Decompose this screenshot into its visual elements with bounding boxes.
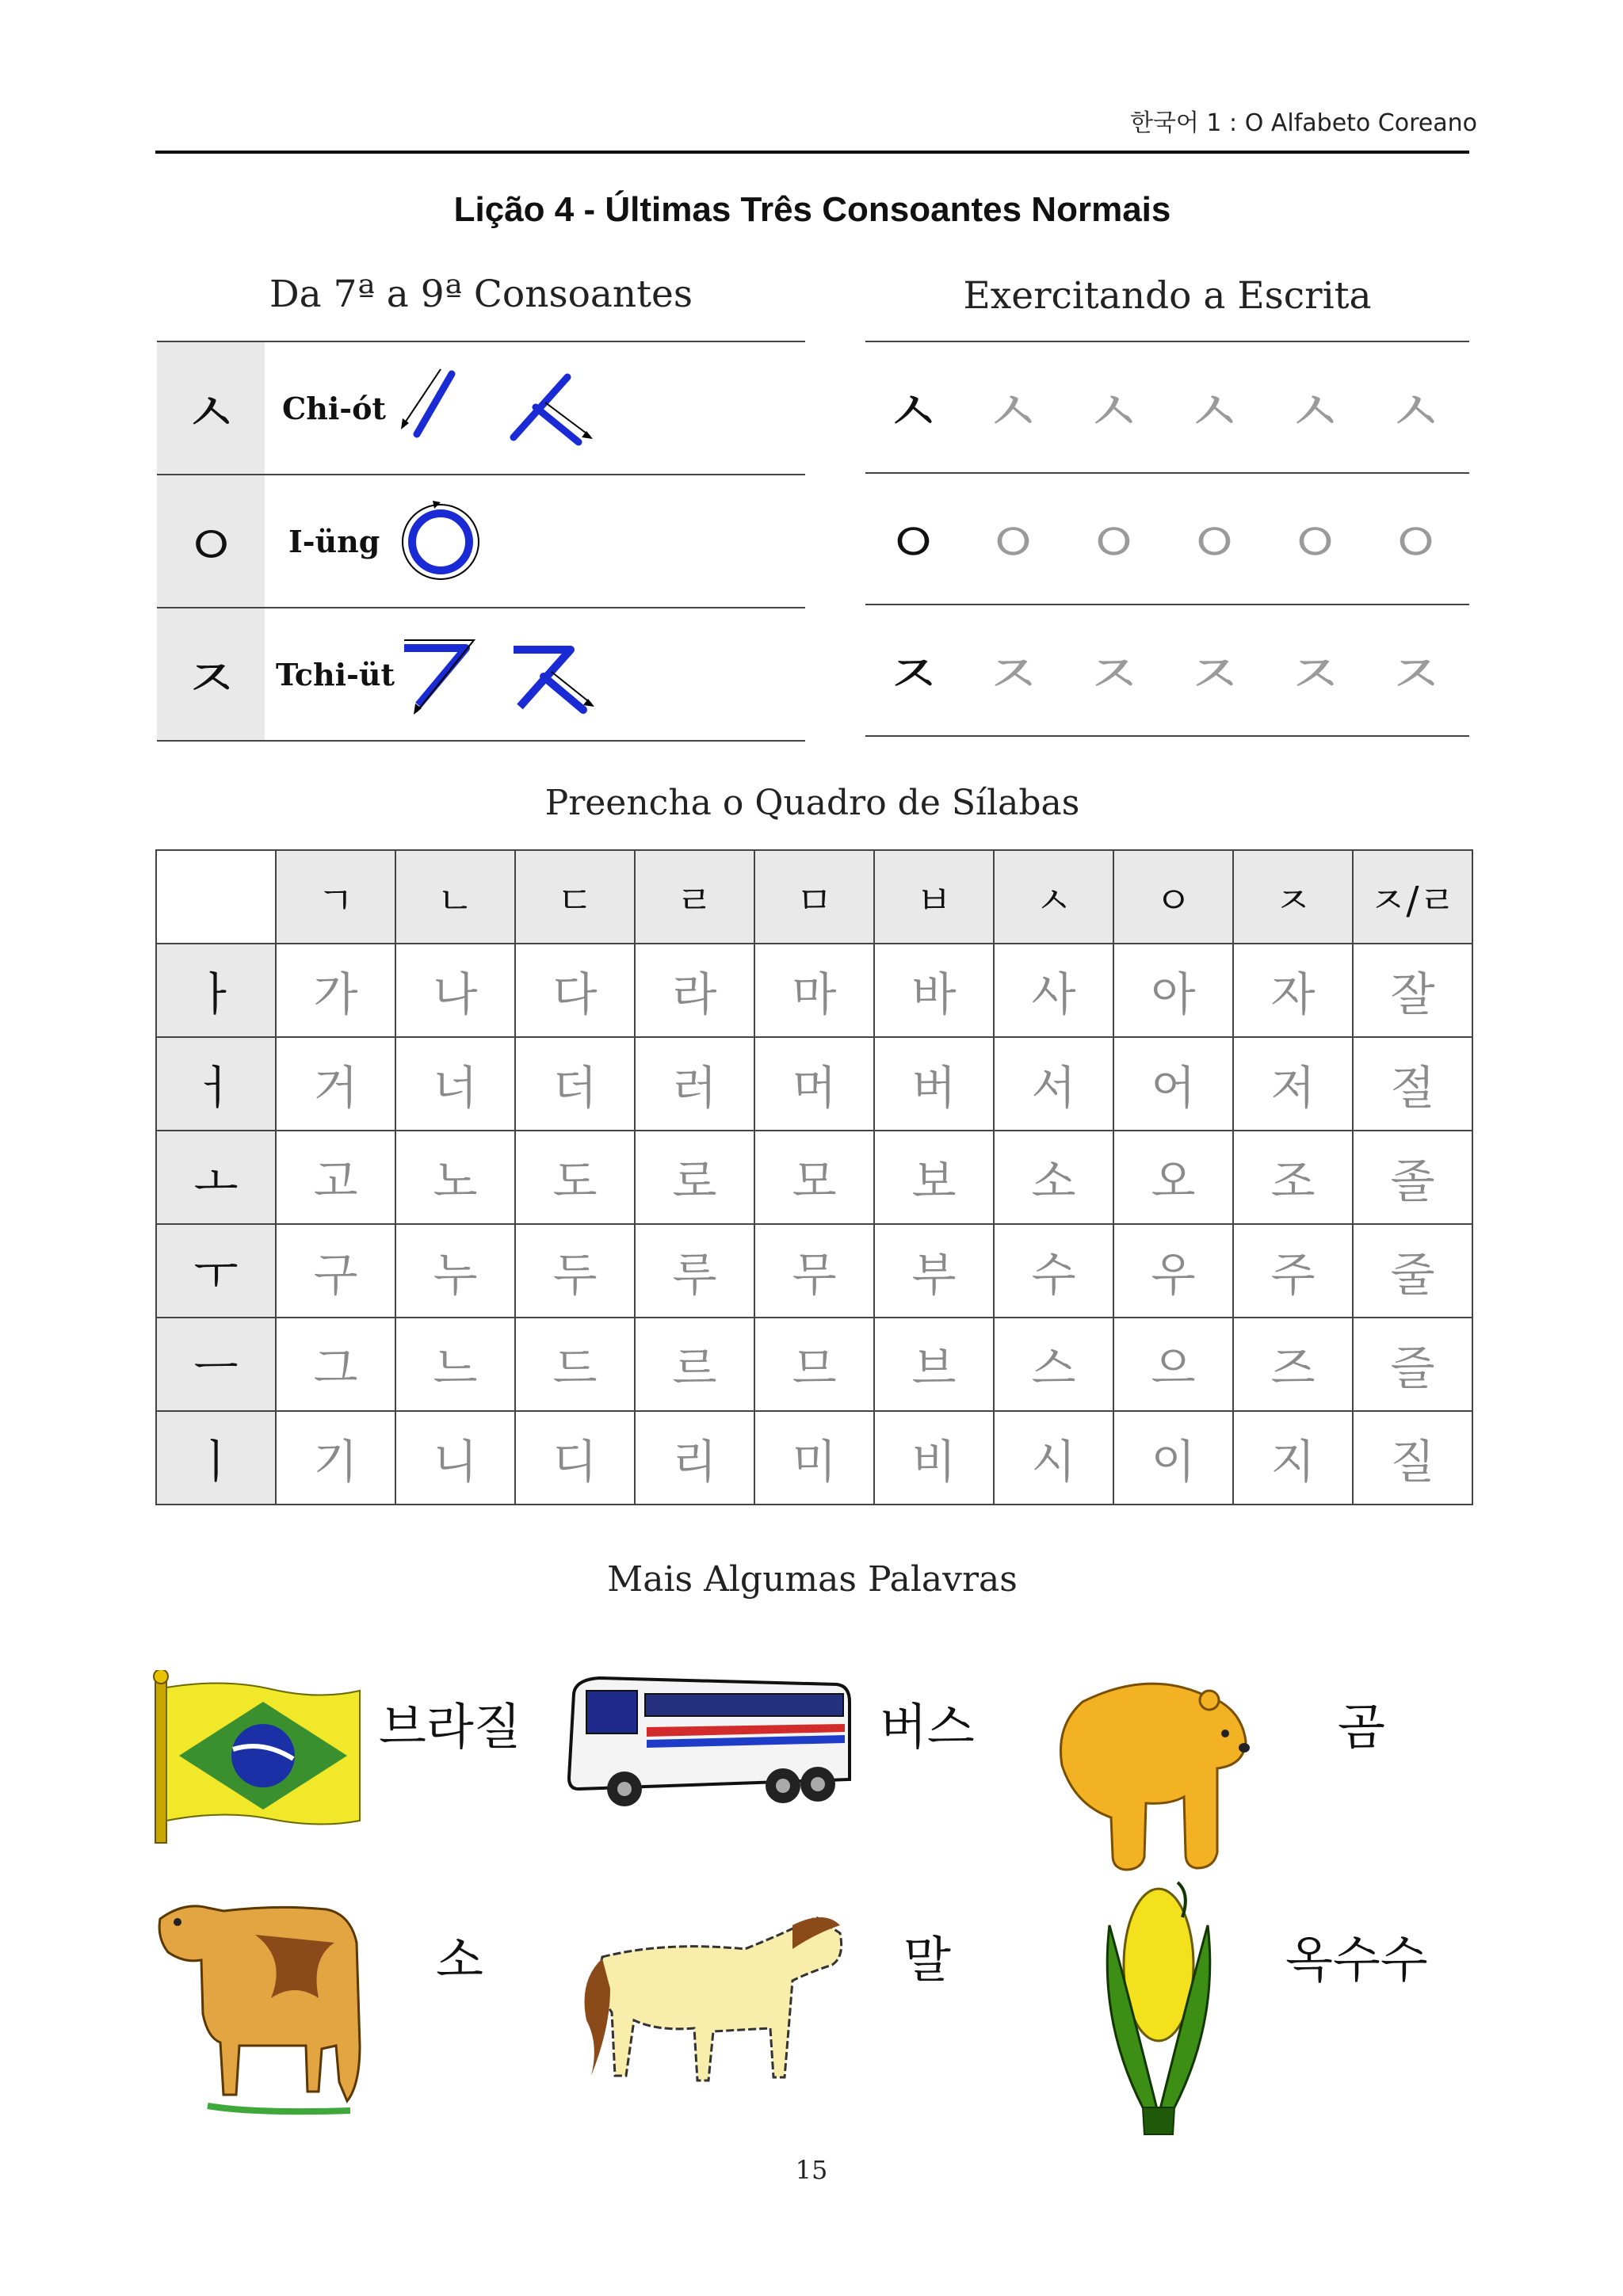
practice-trace[interactable]: ㅅ xyxy=(1085,378,1142,446)
siot-stroke-order-icon xyxy=(395,364,601,452)
syllable-cell[interactable]: 너 xyxy=(395,1037,515,1131)
syllable-table xyxy=(155,849,1473,1505)
syllable-cell[interactable]: 고 xyxy=(276,1131,395,1224)
consonant-jamo: ㅈ xyxy=(157,608,265,740)
word-bus: 버스 xyxy=(880,1698,975,1756)
consonant-header: ㄹ xyxy=(635,850,754,944)
syllable-cell[interactable]: 우 xyxy=(1113,1224,1233,1318)
vowel-header: ㅗ xyxy=(156,1131,276,1224)
ieung-stroke-order-icon xyxy=(399,501,487,583)
word-brazil: 브라질 xyxy=(379,1698,521,1756)
header-rule xyxy=(155,151,1469,154)
syllable-cell[interactable]: 질 xyxy=(1353,1411,1472,1505)
syllable-cell[interactable]: 루 xyxy=(635,1224,754,1318)
consonant-name: I-üng xyxy=(288,523,380,559)
consonant-header: ㄱ xyxy=(276,850,395,944)
consonant-name: Chi-ót xyxy=(282,390,386,426)
syllable-cell[interactable]: 지 xyxy=(1233,1411,1353,1505)
syllable-row xyxy=(156,1037,1472,1131)
syllable-cell[interactable]: 버 xyxy=(874,1037,994,1131)
vowel-header: ㅏ xyxy=(156,944,276,1037)
consonant-table xyxy=(157,341,805,742)
syllable-cell[interactable]: 졸 xyxy=(1353,1131,1472,1224)
syllable-cell[interactable]: 도 xyxy=(515,1131,635,1224)
practice-trace[interactable]: ㅈ xyxy=(1085,641,1142,709)
syllable-header-row xyxy=(156,850,1472,944)
syllable-cell[interactable]: 즈 xyxy=(1233,1318,1353,1411)
practice-trace[interactable]: ㅇ xyxy=(1085,509,1142,578)
syllable-cell[interactable]: 가 xyxy=(276,944,395,1037)
syllable-cell[interactable]: 수 xyxy=(994,1224,1113,1318)
syllable-cell[interactable]: 러 xyxy=(635,1037,754,1131)
jieut-stroke-order-icon xyxy=(395,632,601,719)
brazil-flag-icon xyxy=(152,1670,366,1846)
syllable-cell[interactable]: 마 xyxy=(754,944,874,1037)
cow-icon xyxy=(152,1887,382,2119)
syllable-cell[interactable]: 리 xyxy=(635,1411,754,1505)
vowel-header: ㅓ xyxy=(156,1037,276,1131)
syllable-cell[interactable]: 머 xyxy=(754,1037,874,1131)
syllable-cell[interactable]: 조 xyxy=(1233,1131,1353,1224)
syllables-section-title: Preencha o Quadro de Sílabas xyxy=(544,783,1080,823)
consonant-jamo: ㅅ xyxy=(157,342,265,474)
page-number: 15 xyxy=(795,2155,828,2185)
syllable-row xyxy=(156,944,1472,1037)
practice-model: ㅈ xyxy=(884,641,941,709)
consonant-header: ㅁ xyxy=(754,850,874,944)
syllable-cell[interactable]: 브 xyxy=(874,1318,994,1411)
consonant-header: ㅇ xyxy=(1113,850,1233,944)
syllable-cell[interactable]: 서 xyxy=(994,1037,1113,1131)
practice-trace[interactable]: ㅈ xyxy=(984,641,1041,709)
syllable-cell[interactable]: 즐 xyxy=(1353,1318,1472,1411)
syllable-cell[interactable]: 비 xyxy=(874,1411,994,1505)
practice-trace[interactable]: ㅅ xyxy=(984,378,1041,446)
syllable-cell[interactable]: 으 xyxy=(1113,1318,1233,1411)
vowel-header: ㅜ xyxy=(156,1224,276,1318)
practice-trace[interactable]: ㅈ xyxy=(1286,641,1343,709)
practice-row xyxy=(865,604,1469,737)
syllable-cell[interactable]: 두 xyxy=(515,1224,635,1318)
syllable-row xyxy=(156,1318,1472,1411)
consonant-row-jieut xyxy=(157,607,805,742)
practice-model: ㅇ xyxy=(884,509,941,578)
bus-icon xyxy=(559,1670,856,1821)
consonant-header: ㄷ xyxy=(515,850,635,944)
syllable-cell[interactable]: 무 xyxy=(754,1224,874,1318)
consonant-header: ㅈ xyxy=(1233,850,1353,944)
syllable-cell[interactable]: 저 xyxy=(1233,1037,1353,1131)
word-cow: 소 xyxy=(436,1931,483,1989)
practice-trace[interactable]: ㅈ xyxy=(1186,641,1243,709)
syllable-cell[interactable]: 주 xyxy=(1233,1224,1353,1318)
syllable-cell[interactable]: 니 xyxy=(395,1411,515,1505)
syllable-cell[interactable]: 라 xyxy=(635,944,754,1037)
syllable-cell[interactable]: 시 xyxy=(994,1411,1113,1505)
syllable-cell[interactable]: 잘 xyxy=(1353,944,1472,1037)
corn-icon xyxy=(1095,1878,1222,2138)
syllable-cell[interactable]: 노 xyxy=(395,1131,515,1224)
syllable-cell[interactable]: 어 xyxy=(1113,1037,1233,1131)
vowel-header: ㅡ xyxy=(156,1318,276,1411)
syllable-cell[interactable]: 므 xyxy=(754,1318,874,1411)
practice-trace[interactable]: ㅅ xyxy=(1186,378,1243,446)
consonants-section-title: Da 7ª a 9ª Consoantes xyxy=(269,273,693,316)
practice-trace[interactable]: ㅅ xyxy=(1387,378,1444,446)
syllable-cell[interactable]: 구 xyxy=(276,1224,395,1318)
running-header: 한국어 1 : O Alfabeto Coreano xyxy=(1129,109,1477,137)
vowel-header: ㅣ xyxy=(156,1411,276,1505)
syllable-cell[interactable]: 다 xyxy=(515,944,635,1037)
horse-icon xyxy=(555,1901,856,2092)
syllable-row xyxy=(156,1224,1472,1318)
words-section-title: Mais Algumas Palavras xyxy=(607,1559,1018,1600)
practice-row xyxy=(865,472,1469,604)
syllable-row xyxy=(156,1411,1472,1505)
syllable-cell[interactable]: 스 xyxy=(994,1318,1113,1411)
syllable-cell[interactable]: 누 xyxy=(395,1224,515,1318)
syllable-cell[interactable]: 사 xyxy=(994,944,1113,1037)
syllable-cell[interactable]: 부 xyxy=(874,1224,994,1318)
practice-trace[interactable]: ㅇ xyxy=(1186,509,1243,578)
syllable-cell[interactable]: 이 xyxy=(1113,1411,1233,1505)
syllable-cell[interactable]: 기 xyxy=(276,1411,395,1505)
practice-row xyxy=(865,341,1469,472)
practice-trace[interactable]: ㅈ xyxy=(1387,641,1444,709)
lesson-title: Lição 4 - Últimas Três Consoantes Normais xyxy=(453,190,1171,229)
syllable-cell[interactable]: 거 xyxy=(276,1037,395,1131)
syllable-cell[interactable]: 오 xyxy=(1113,1131,1233,1224)
syllable-cell[interactable]: 미 xyxy=(754,1411,874,1505)
syllable-cell[interactable]: 소 xyxy=(994,1131,1113,1224)
practice-trace[interactable]: ㅇ xyxy=(984,509,1041,578)
syllable-cell[interactable]: 느 xyxy=(395,1318,515,1411)
writing-practice xyxy=(865,341,1469,737)
practice-trace[interactable]: ㅇ xyxy=(1286,509,1343,578)
consonant-header: ㄴ xyxy=(395,850,515,944)
syllable-cell[interactable]: 보 xyxy=(874,1131,994,1224)
writing-section-title: Exercitando a Escrita xyxy=(963,274,1372,318)
syllable-cell[interactable]: 아 xyxy=(1113,944,1233,1037)
syllable-cell[interactable]: 줄 xyxy=(1353,1224,1472,1318)
syllable-row xyxy=(156,1131,1472,1224)
syllable-cell[interactable]: 그 xyxy=(276,1318,395,1411)
practice-model: ㅅ xyxy=(884,378,941,446)
practice-trace[interactable]: ㅇ xyxy=(1387,509,1444,578)
syllable-cell[interactable]: 르 xyxy=(635,1318,754,1411)
consonant-jamo: ㅇ xyxy=(157,475,265,607)
consonant-header: ㅈ/ㄹ xyxy=(1353,850,1472,944)
word-corn: 옥수수 xyxy=(1285,1931,1428,1989)
syllable-cell[interactable]: 로 xyxy=(635,1131,754,1224)
word-horse: 말 xyxy=(903,1931,951,1989)
syllable-cell[interactable]: 디 xyxy=(515,1411,635,1505)
consonant-row-siot xyxy=(157,341,805,474)
syllable-cell[interactable]: 자 xyxy=(1233,944,1353,1037)
table-corner xyxy=(156,850,276,944)
consonant-name: Tchi-üt xyxy=(276,656,395,692)
syllable-cell[interactable]: 나 xyxy=(395,944,515,1037)
syllable-cell[interactable]: 더 xyxy=(515,1037,635,1131)
consonant-header: ㅅ xyxy=(994,850,1113,944)
syllable-cell[interactable]: 절 xyxy=(1353,1037,1472,1131)
syllable-cell[interactable]: 드 xyxy=(515,1318,635,1411)
word-bear: 곰 xyxy=(1338,1698,1385,1756)
syllable-cell[interactable]: 바 xyxy=(874,944,994,1037)
syllable-cell[interactable]: 모 xyxy=(754,1131,874,1224)
bear-icon xyxy=(1051,1670,1257,1878)
consonant-header: ㅂ xyxy=(874,850,994,944)
consonant-row-ieung xyxy=(157,474,805,607)
practice-trace[interactable]: ㅅ xyxy=(1286,378,1343,446)
